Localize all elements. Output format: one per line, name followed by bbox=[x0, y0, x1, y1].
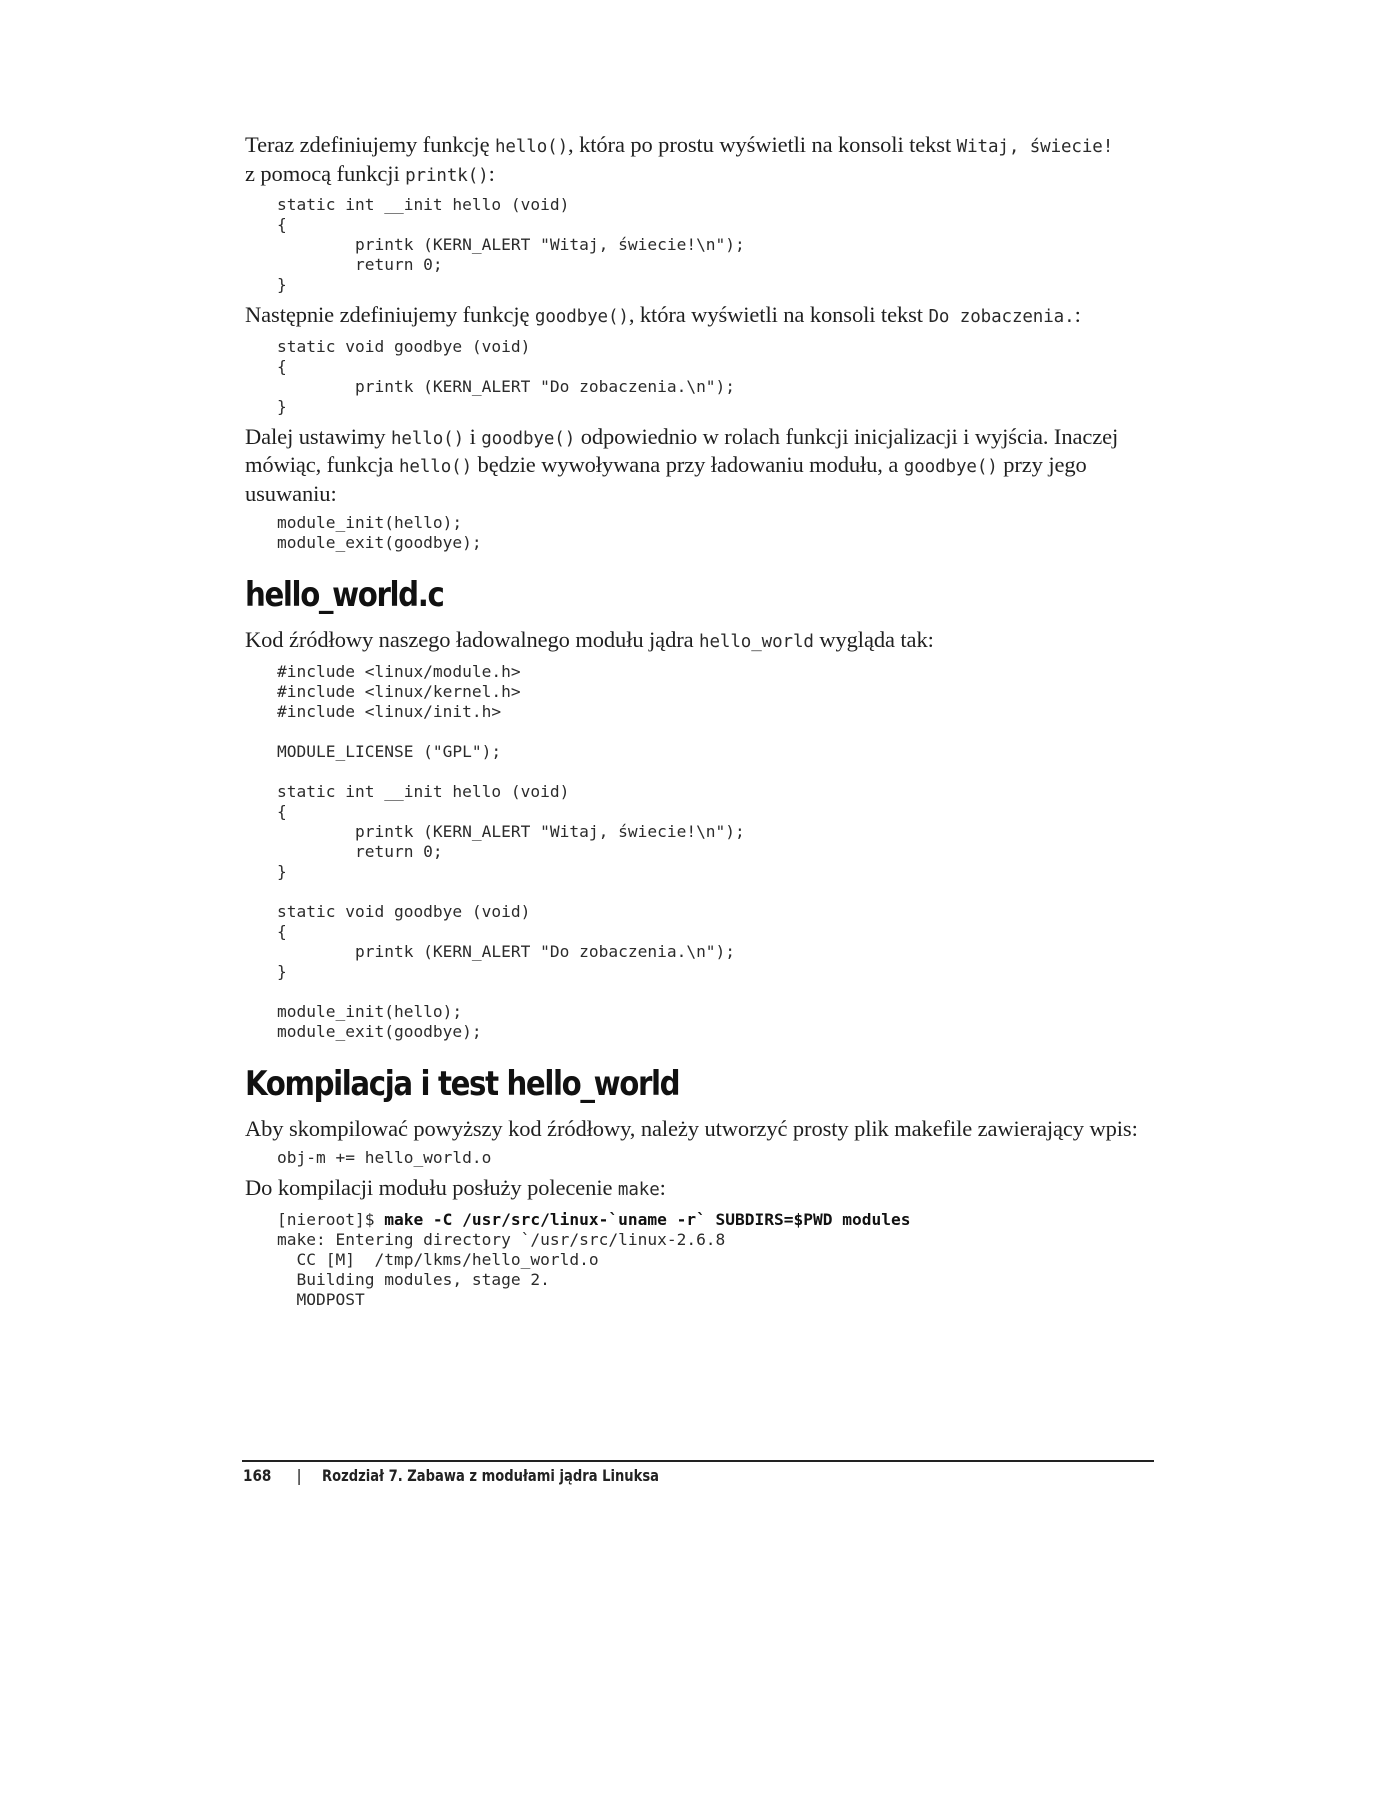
text: z pomocą funkcji bbox=[245, 160, 406, 186]
text: wygląda tak: bbox=[813, 627, 934, 652]
text: przy jego usuwaniu: bbox=[245, 452, 1087, 506]
page-content bbox=[245, 128, 1150, 1310]
inline-code: Do zobaczenia. bbox=[928, 307, 1075, 327]
text: Teraz zdefiniujemy funkcję bbox=[245, 132, 495, 157]
inline-code: Witaj, świecie! bbox=[956, 137, 1114, 157]
code-block-terminal bbox=[245, 1210, 1150, 1310]
page-footer bbox=[243, 1466, 733, 1485]
inline-code: make bbox=[617, 1180, 660, 1200]
footer-separator: | bbox=[296, 1466, 302, 1485]
inline-code: printk() bbox=[405, 165, 489, 186]
chapter-title: Rozdział 7. Zabawa z modułami jądra Linuksa bbox=[321, 1466, 659, 1485]
text: : bbox=[659, 1175, 666, 1200]
paragraph-make-intro bbox=[245, 1175, 1150, 1204]
text: : bbox=[488, 160, 495, 186]
text: Do kompilacji modułu posłuży polecenie bbox=[245, 1175, 618, 1200]
code-block-module-init: module_init(hello); module_exit(goodbye); bbox=[277, 513, 482, 552]
inline-code: goodbye() bbox=[481, 428, 576, 449]
code-block-full-source: #include <linux/module.h> #include <linux/kernel.h> #include <linux/init.h> MODULE_LICENSE ("GPL"); static int __init hello (void) { printk (KERN_ALERT "Witaj, świecie!\n"); return 0; } static void goodbye (void) { printk (KERN_ALERT "Do zobaczenia.\n"); } module_init(hello); module_exit(goodbye); bbox=[277, 661, 745, 1041]
text: Dalej ustawimy bbox=[245, 423, 391, 449]
inline-code: hello_world bbox=[699, 632, 814, 652]
page-number: 168 bbox=[243, 1466, 272, 1485]
terminal-output: make: Entering directory `/usr/src/linux-2.6.8 CC [M] /tmp/lkms/hello_world.o Building modules, stage 2. MODPOST bbox=[277, 1229, 726, 1309]
inline-code: hello() bbox=[494, 137, 569, 157]
text: , która po prostu wyświetli na konsoli tekst bbox=[568, 132, 957, 157]
text: , która wyświetli na konsoli tekst bbox=[628, 302, 929, 327]
text: : bbox=[1074, 302, 1081, 327]
section-heading-compilation: Kompilacja i test hello_world bbox=[245, 1063, 680, 1104]
footer-rule bbox=[242, 1460, 1154, 1462]
inline-code: goodbye() bbox=[534, 307, 629, 327]
terminal-command: make -C /usr/src/linux-`uname -r` SUBDIRS=$PWD modules bbox=[384, 1209, 911, 1229]
code-block-makefile: obj-m += hello_world.o bbox=[277, 1148, 492, 1167]
inline-code: goodbye() bbox=[903, 457, 998, 477]
text: i bbox=[464, 423, 482, 449]
code-block-hello: static int __init hello (void) { printk (KERN_ALERT "Witaj, świecie!\n"); return 0; } bbox=[277, 195, 745, 294]
paragraph-intro-goodbye bbox=[245, 302, 1150, 331]
section-heading-hello-world-c: hello_world.c bbox=[245, 575, 444, 615]
text: Kod źródłowy naszego ładowalnego modułu jądra bbox=[245, 627, 700, 652]
paragraph-source-intro bbox=[245, 627, 1150, 656]
paragraph-intro-hello bbox=[245, 132, 1150, 189]
paragraph-makefile: Aby skompilować powyższy kod źródłowy, należy utworzyć prosty plik makefile zawierający wpis: bbox=[245, 1115, 1138, 1141]
paragraph-init-exit bbox=[245, 424, 1150, 508]
text: będzie wywoływana przy ładowaniu modułu, a bbox=[472, 452, 904, 477]
text: Następnie zdefiniujemy funkcję bbox=[245, 302, 535, 327]
inline-code: hello() bbox=[390, 428, 465, 449]
terminal-prompt: [nieroot]$ bbox=[277, 1209, 385, 1229]
text: odpowiednio w rolach funkcji inicjalizacji i wyjścia. Inaczej mówiąc, funkcja bbox=[245, 423, 1119, 477]
code-block-goodbye: static void goodbye (void) { printk (KERN_ALERT "Do zobaczenia.\n"); } bbox=[277, 336, 736, 416]
inline-code: hello() bbox=[398, 457, 473, 477]
